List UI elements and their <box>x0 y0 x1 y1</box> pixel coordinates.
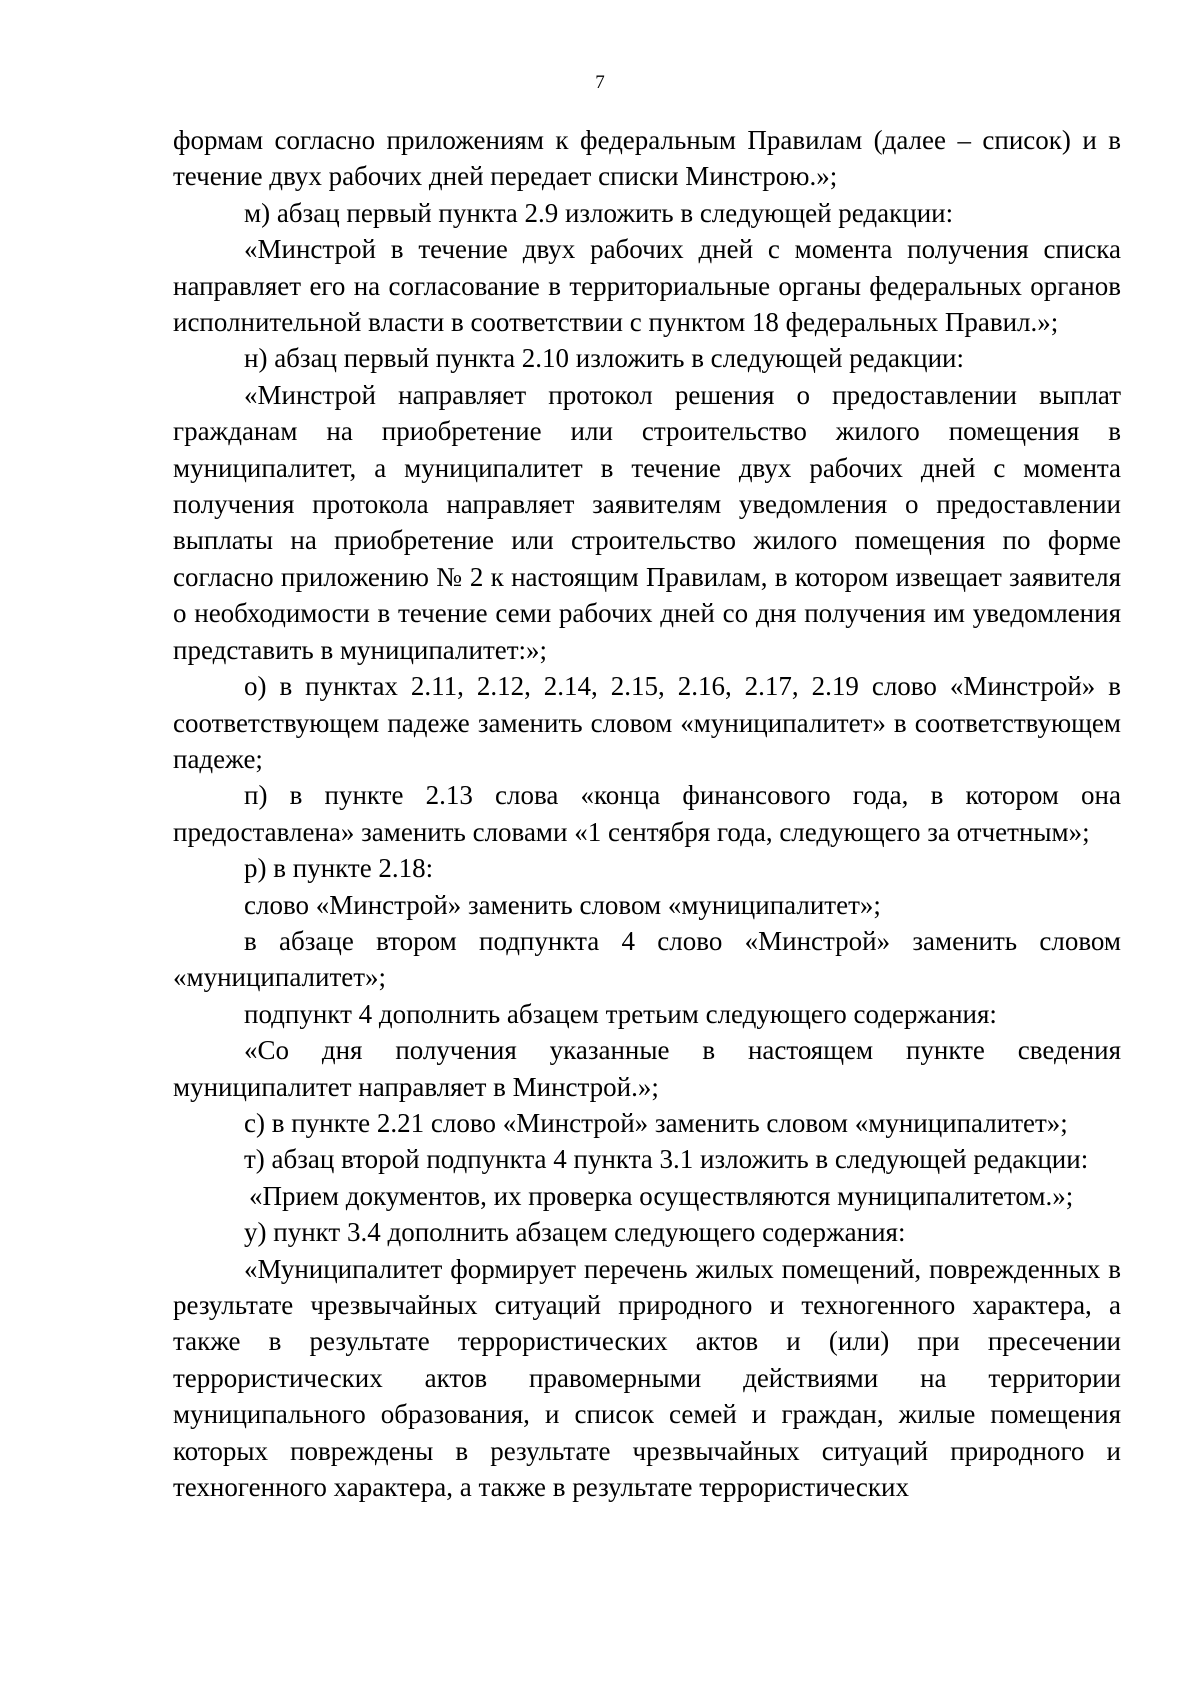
paragraph: н) абзац первый пункта 2.10 изложить в следующей редакции: <box>244 343 964 374</box>
paragraph: в абзаце втором подпункта 4 слово «Минстрой» заменить словом «муниципалитет»; <box>173 925 1121 993</box>
paragraph: «Со дня получения указанные в настоящем пункте сведения муниципалитет направляет в Минстрой.»; <box>173 1035 1121 1102</box>
paragraph: «Прием документов, их проверка осуществляются муниципалитетом.»; <box>249 1180 1074 1211</box>
paragraph: слово «Минстрой» заменить словом «муниципалитет»; <box>244 889 881 920</box>
paragraph: р) в пункте 2.18: <box>244 853 434 884</box>
paragraph: подпункт 4 дополнить абзацем третьим следующего содержания: <box>244 998 997 1029</box>
paragraph: формам согласно приложениям к федеральным Правилам (далее – список) и в течение двух рабочих дней передает списки Минстрою.»; <box>173 125 1121 192</box>
paragraph: «Муниципалитет формирует перечень жилых помещений, поврежденных в результате чрезвычайных ситуаций природного и техногенного характера, а также в результате террористических актов и (или) при пресечении террористических актов правомерными действиями на территории муниципального образования, и список семей и граждан, жилые помещения которых повреждены в результате чрезвычайных ситуаций природного и техногенного характера, а также в результате террористических <box>173 1253 1121 1503</box>
paragraph: т) абзац второй подпункта 4 пункта 3.1 изложить в следующей редакции: <box>244 1144 1089 1175</box>
paragraph: «Минстрой направляет протокол решения о предоставлении выплат гражданам на приобретение или строительство жилого помещения в муниципалитет, а муниципалитет в течение двух рабочих дней с момента получения протокола направляет заявителям уведомления о предоставлении выплаты на приобретение или строительство жилого помещения по форме согласно приложению № 2 к настоящим Правилам, в котором извещает заявителя о необходимости в течение семи рабочих дней со дня получения им уведомления представить в муниципалитет:»; <box>173 379 1121 665</box>
paragraph: с) в пункте 2.21 слово «Минстрой» заменить словом «муниципалитет»; <box>244 1107 1068 1138</box>
paragraph: м) абзац первый пункта 2.9 изложить в следующей редакции: <box>244 197 954 228</box>
paragraph: у) пункт 3.4 дополнить абзацем следующего содержания: <box>244 1217 906 1248</box>
paragraph: п) в пункте 2.13 слова «конца финансового года, в котором она предоставлена» заменить словами «1 сентября года, следующего за отчетным»; <box>173 780 1121 847</box>
paragraph: «Минстрой в течение двух рабочих дней с момента получения списка направляет его на согласование в территориальные органы федеральных органов исполнительной власти в соответствии с пунктом 18 федеральных Правил.»; <box>173 234 1121 338</box>
page-number: 7 <box>595 72 605 93</box>
paragraph: о) в пунктах 2.11, 2.12, 2.14, 2.15, 2.16, 2.17, 2.19 слово «Минстрой» в соответствующем падеже заменить словом «муниципалитет» в соответствующем падеже; <box>173 671 1121 774</box>
document-body <box>173 122 1121 1505</box>
